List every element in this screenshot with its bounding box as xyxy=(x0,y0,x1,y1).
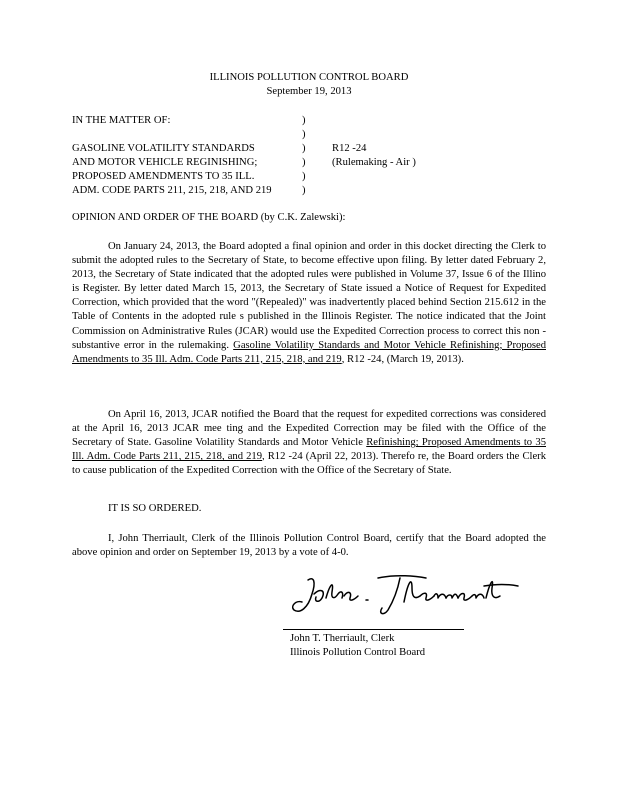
opinion-heading: OPINION AND ORDER OF THE BOARD (by C.K. Zalewski): xyxy=(72,212,346,223)
docket-number: R12 -24 xyxy=(332,143,367,154)
paragraph-2 xyxy=(72,408,546,478)
caption-row xyxy=(72,185,552,199)
paragraph-1-tail: , R12 -24, (March 19, 2013). xyxy=(341,353,464,365)
caption-row xyxy=(72,143,552,157)
caption-left: PROPOSED AMENDMENTS TO 35 ILL. xyxy=(72,171,255,182)
caption-left: ADM. CODE PARTS 211, 215, 218, AND 219 xyxy=(72,185,272,196)
caption-row xyxy=(72,115,552,129)
caption-left: IN THE MATTER OF: xyxy=(72,115,171,126)
board-name: ILLINOIS POLLUTION CONTROL BOARD xyxy=(209,72,409,83)
caption-left: GASOLINE VOLATILITY STANDARDS xyxy=(72,143,255,154)
paragraph-1 xyxy=(72,240,546,367)
paragraph-2-citation: Refinishing; Proposed Amendments to 35 Ill. Adm. Code Parts 211, 215, 218, and 219 xyxy=(72,437,546,463)
certification-text: I, John Therriault, Clerk of the Illinois Pollution Control Board, certify that the Board adopted the above opinion and order on September 19, 2013 by a vote of 4-0. xyxy=(72,533,546,559)
caption-paren: ) xyxy=(302,157,306,168)
clerk-signature xyxy=(286,570,526,622)
document-date: September 19, 2013 xyxy=(266,86,352,97)
signer-title: Illinois Pollution Control Board xyxy=(290,647,426,658)
signer-name: John T. Therriault, Clerk xyxy=(290,633,395,644)
signature-line xyxy=(283,629,464,630)
so-ordered: IT IS SO ORDERED. xyxy=(108,503,202,514)
paragraph-2-tail: , R12 -24 (April 22, 2013). Therefo re, the Board orders the Clerk to cause publication of the Expedited Correction with the Office of the Secretary of State. xyxy=(72,451,546,477)
caption-paren: ) xyxy=(302,143,306,154)
paragraph-1-text: On January 24, 2013, the Board adopted a final opinion and order in this docket directing the Clerk to submit the adopted rules to the Secretary of State, to become effective upon filing. By letter dated February 2, 2013, the Secretary of State indicated that the adopted rules were published in Volume 37, Issue 6 of the Illino is Register. By letter dated March 15, 2013, the Secretary of State issued a Notice of Request for Expedited Correction, which provided that the word "(Repealed)" was inadvertently placed behind Section 215.612 in the Table of Contents in the adopted rule s published in the Illinois Register. The notice indicated that the Joint Commission on Administrative Rules (JCAR) would use the Expedited Correction process to correct this non -substantive error in the rulemaking. xyxy=(72,241,546,351)
caption-paren: ) xyxy=(302,171,306,182)
paragraph-2-text: On April 16, 2013, JCAR notified the Board that the request for expedited corrections was considered at the April 16, 2013 JCAR mee ting and the Expedited Correction may be filed with the Office of the Secretary of State. Gasoline Volatility Standards and Motor Vehicle xyxy=(72,409,546,449)
caption-paren: ) xyxy=(302,115,306,126)
caption-row xyxy=(72,129,552,143)
caption-paren: ) xyxy=(302,129,306,140)
caption-paren: ) xyxy=(302,185,306,196)
paragraph-1-citation: Gasoline Volatility Standards and Motor Vehicle Refinishing; Proposed Amendments to 35 Ill. Adm. Code Parts 211, 215, 218, and 219 xyxy=(72,339,546,365)
caption-left: AND MOTOR VEHICLE REGINISHING; xyxy=(72,157,258,168)
certification-paragraph xyxy=(72,532,546,560)
caption-row xyxy=(72,171,552,185)
caption-row xyxy=(72,157,552,171)
rulemaking-type: (Rulemaking - Air ) xyxy=(332,157,416,168)
